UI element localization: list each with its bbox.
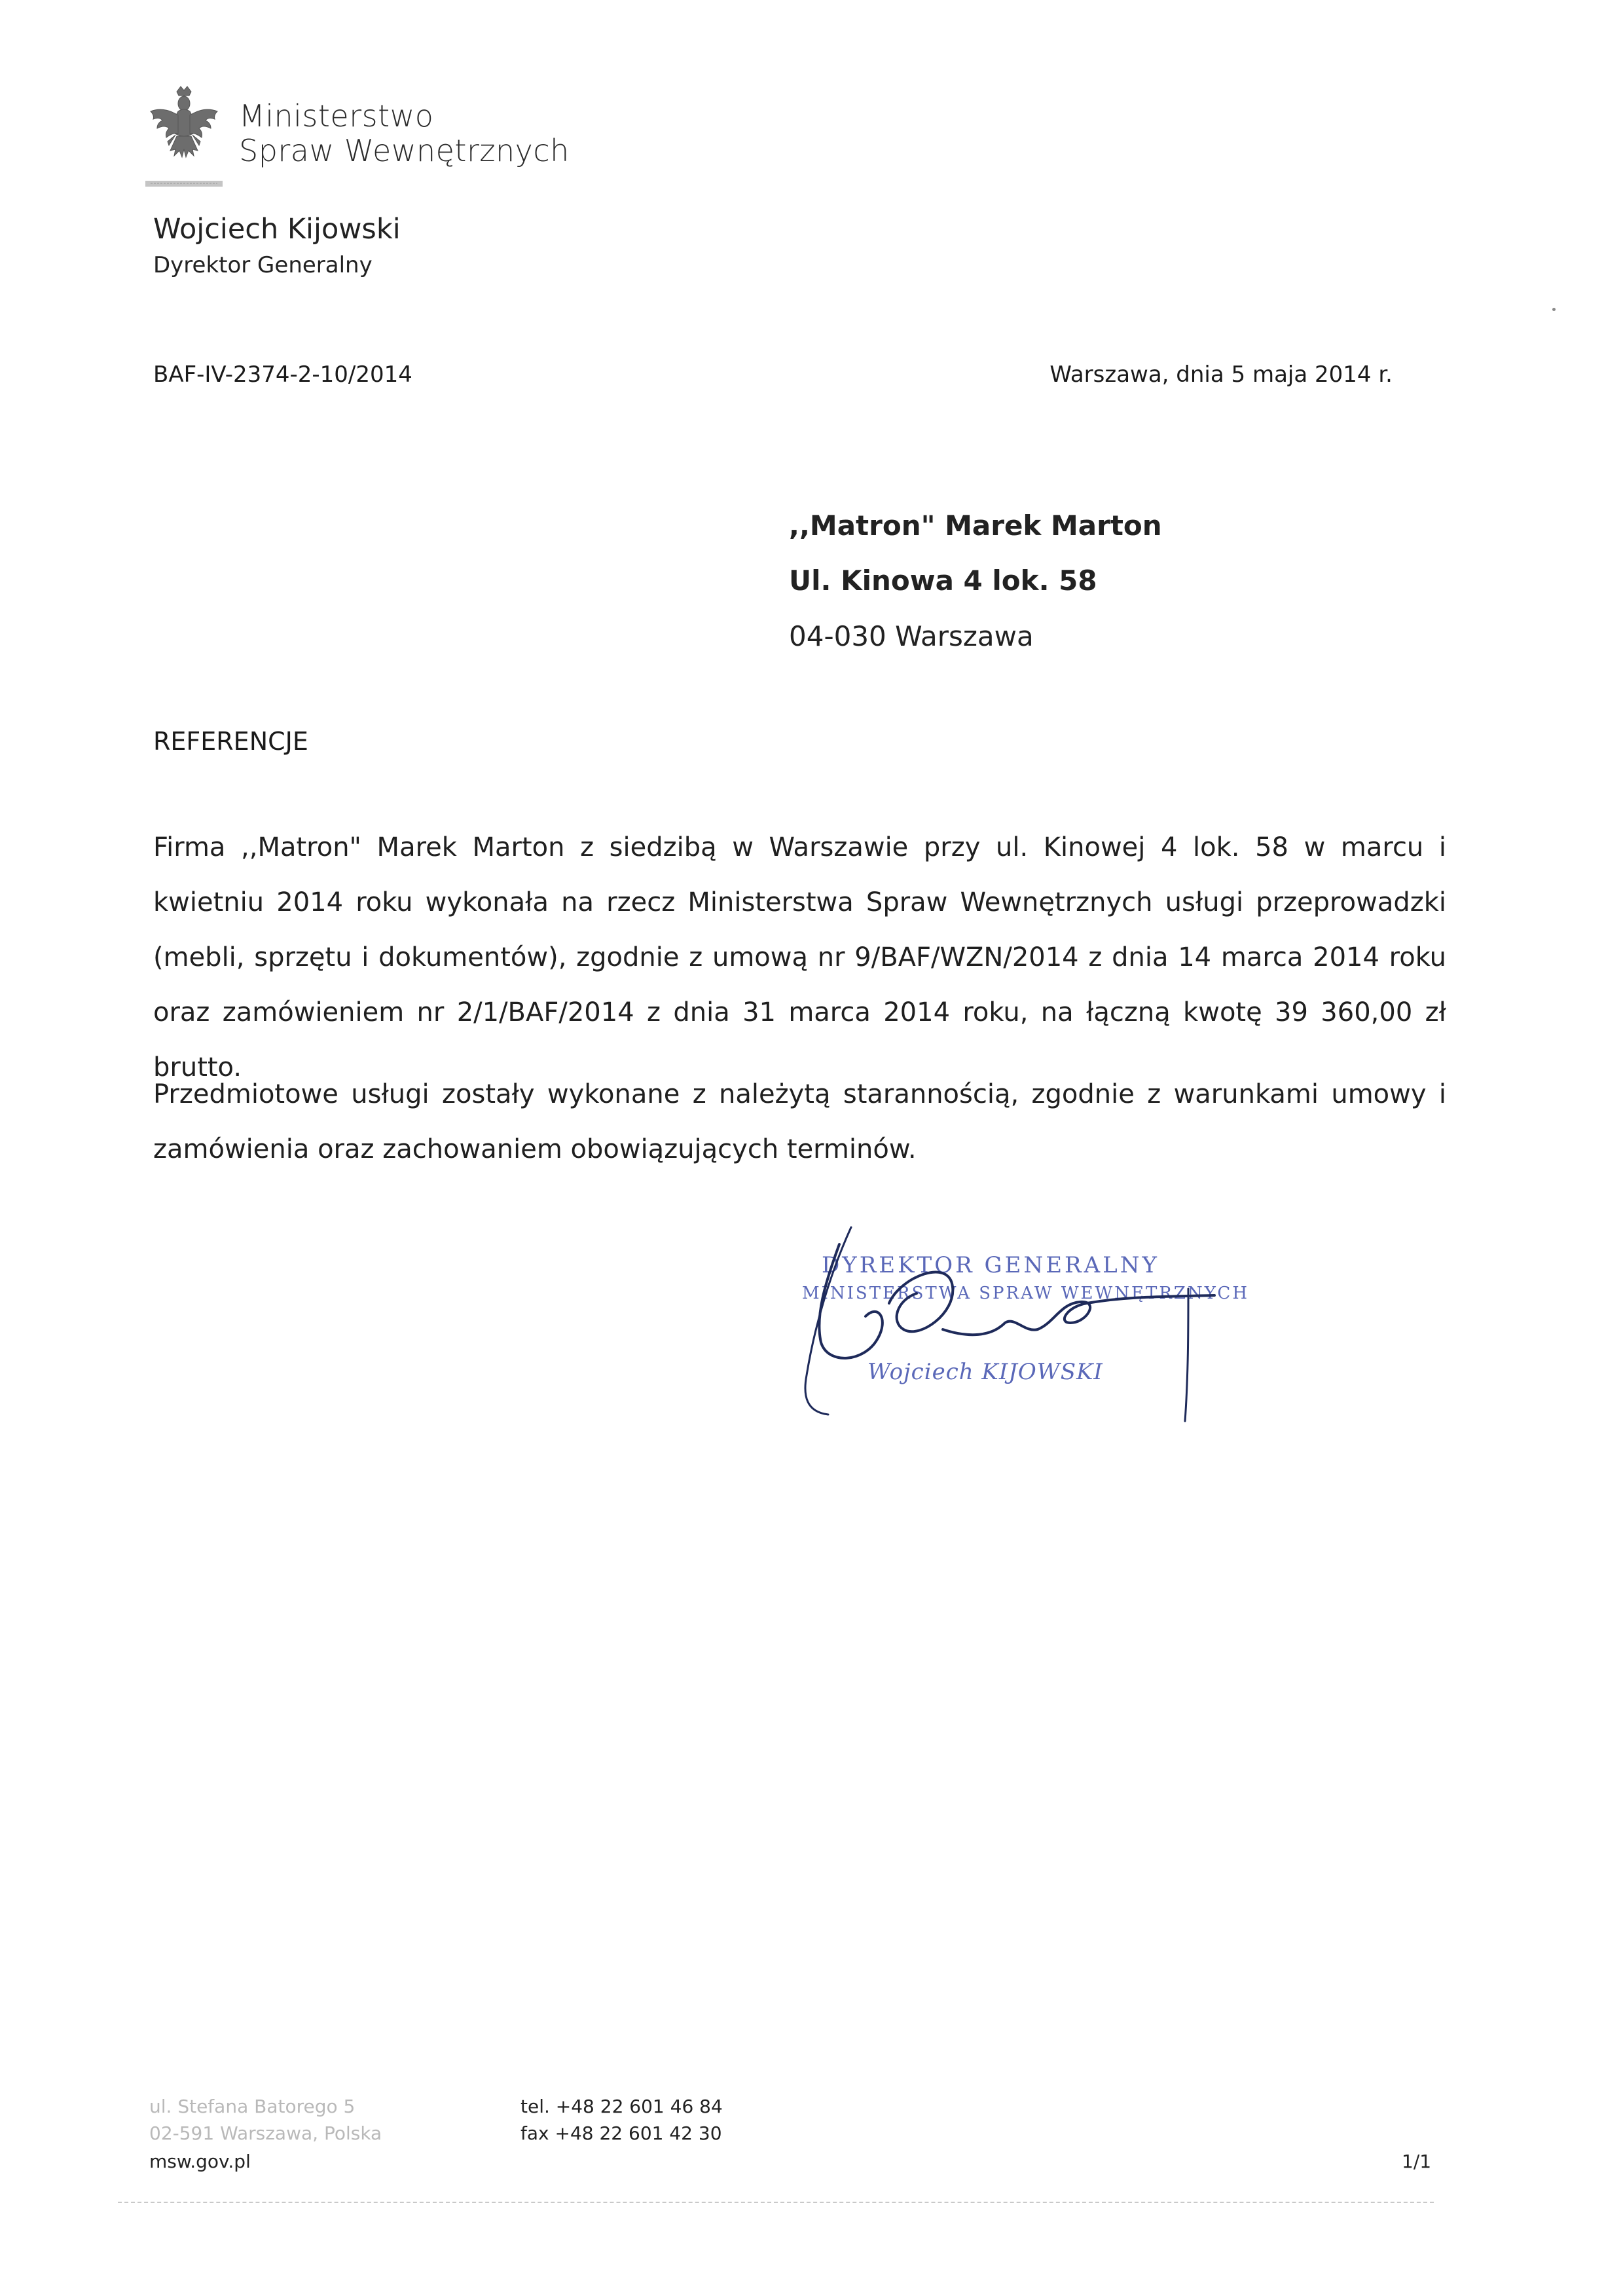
letter-date: Warszawa, dnia 5 maja 2014 r.	[1049, 361, 1393, 388]
footer-address-city: 02-591 Warszawa, Polska	[149, 2122, 382, 2144]
letter-heading: REFERENCJE	[153, 727, 308, 756]
body-paragraph-1: Firma ,,Matron" Marek Marton z siedzibą w Warszawie przy ul. Kinowej 4 lok. 58 w marcu i kwietniu 2014 roku wykonała na rzecz Ministerstwa Spraw Wewnętrznych usługi przeprowadzki (mebli, sprzętu i dokumentów), zgodnie z umową nr 9/BAF/WZN/2014 z dnia 14 marca 2014 roku oraz zamówieniem nr 2/1/BAF/2014 z dnia 31 marca 2014 roku, na łączną kwotę 39 360,00 zł brutto.	[153, 832, 1446, 1083]
recipient-city: 04-030 Warszawa	[789, 620, 1034, 652]
ministry-name-line1: Ministerstwo	[239, 98, 434, 134]
ministry-name-line2: Spraw Wewnętrznych	[239, 133, 570, 168]
reference-number: BAF-IV-2374-2-10/2014	[153, 361, 412, 388]
body-paragraph-2: Przedmiotowe usługi zostały wykonane z należytą starannością, zgodnie z warunkami umowy i zamówienia oraz zachowaniem obowiązujących terminów.	[153, 1079, 1446, 1164]
handwritten-signature	[779, 1225, 1250, 1441]
footer-divider	[118, 2202, 1434, 2203]
stamp-name: Wojciech KIJOWSKI	[867, 1359, 1103, 1385]
footer-telephone: tel. +48 22 601 46 84	[520, 2096, 723, 2117]
page-number: 1/1	[1402, 2151, 1432, 2172]
polish-eagle-emblem-icon	[145, 84, 223, 189]
stamp-title: DYREKTOR GENERALNY	[822, 1252, 1159, 1278]
sender-title: Dyrektor Generalny	[153, 252, 373, 278]
footer-fax: fax +48 22 601 42 30	[520, 2122, 722, 2144]
footer-website: msw.gov.pl	[149, 2151, 251, 2172]
footer-address-street: ul. Stefana Batorego 5	[149, 2096, 356, 2117]
recipient-name: ,,Matron" Marek Marton	[789, 509, 1162, 542]
recipient-street: Ul. Kinowa 4 lok. 58	[789, 565, 1097, 597]
stamp-ministry: MINISTERSTWA SPRAW WEWNĘTRZNYCH	[802, 1284, 1250, 1303]
scan-speck	[1552, 308, 1556, 311]
sender-name: Wojciech Kijowski	[153, 213, 401, 246]
